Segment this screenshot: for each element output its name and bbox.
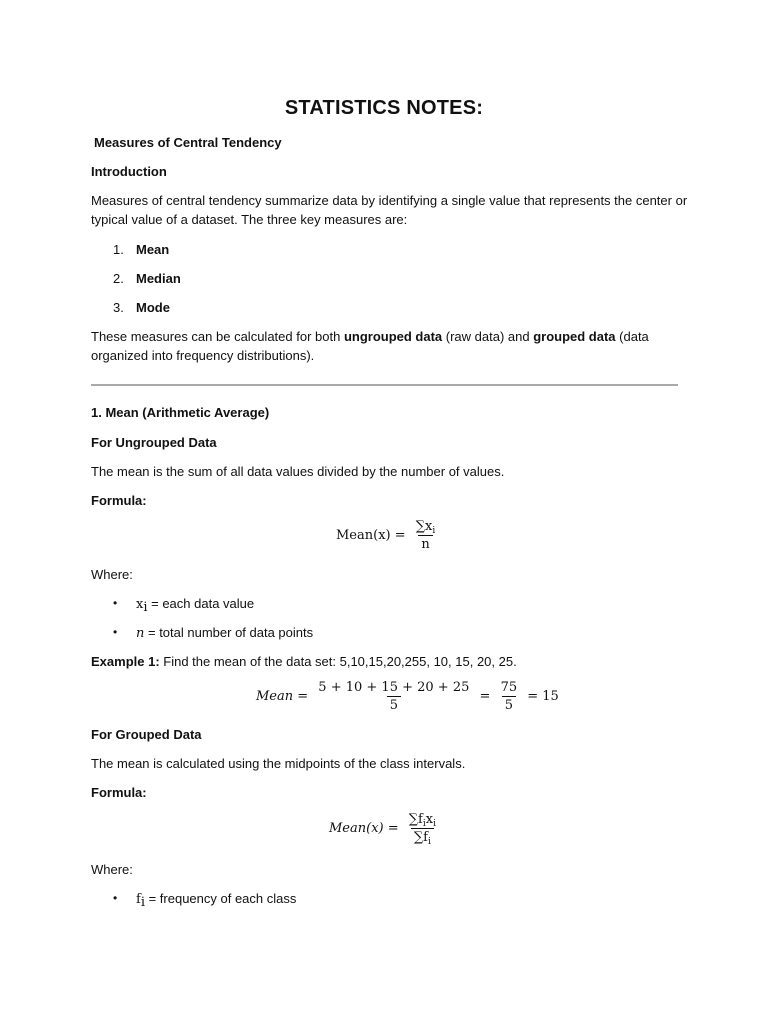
- fraction-numerator: 75: [500, 680, 518, 695]
- page-title: STATISTICS NOTES:: [284, 97, 484, 119]
- ungrouped-heading: For Ungrouped Data: [91, 435, 217, 450]
- fraction-denominator: n: [418, 535, 432, 553]
- bold-term: ungrouped data: [343, 329, 443, 344]
- bullet-icon: •: [113, 625, 118, 639]
- where-label: Where:: [91, 567, 133, 582]
- formula-lhs: Mean(x) =: [336, 528, 406, 543]
- bullet-item: $x_i$ = each data value: [136, 596, 255, 615]
- formula-fraction: [413, 518, 439, 553]
- fraction-numerator: $\sum x_i$: [415, 519, 436, 536]
- grouped-description: The mean is calculated using the midpoints of the class intervals.: [91, 756, 466, 771]
- text-run: (raw data) and: [442, 329, 534, 344]
- list-number: 1.: [113, 242, 124, 257]
- fraction-numerator: $\sum f_ix_i$: [408, 812, 436, 829]
- bullet-icon: •: [113, 596, 118, 610]
- example-text: Find the mean of the data set: 5,10,15,20,255, 10, 15, 20, 25.: [159, 654, 517, 669]
- bullet-item: n = total number of data points: [136, 625, 314, 641]
- example-label: Example 1:: [91, 654, 160, 669]
- list-number: 2.: [113, 271, 124, 286]
- list-item-mode: Mode: [136, 300, 170, 315]
- example-formula: [256, 679, 559, 714]
- mean-heading: 1. Mean (Arithmetic Average): [91, 405, 270, 420]
- where-label: Where:: [91, 862, 133, 877]
- formula-lhs: Mean(x) =: [329, 821, 399, 836]
- formula-label: Formula:: [91, 785, 147, 800]
- formula-lhs: Mean =: [256, 689, 309, 704]
- ungrouped-description: The mean is the sum of all data values divided by the number of values.: [91, 464, 505, 479]
- intro-paragraph: Measures of central tendency summarize data by identifying a single value that represents the center or typical value of a dataset. The three key measures are:: [91, 193, 688, 227]
- bullet-item: $f_i$ = frequency of each class: [136, 891, 297, 910]
- bold-term: grouped data: [533, 329, 616, 344]
- fraction-denominator: 5: [502, 696, 516, 714]
- list-item-median: Median: [136, 271, 181, 286]
- grouped-heading: For Grouped Data: [91, 727, 202, 742]
- example-line: [91, 652, 517, 671]
- ungrouped-mean-formula: [336, 518, 441, 553]
- section-divider: [91, 384, 678, 386]
- fraction-numerator: 5 + 10 + 15 + 20 + 25: [318, 680, 470, 695]
- formula-result: = 15: [527, 689, 559, 704]
- text-run: (data organized into frequency distributions).: [91, 329, 649, 363]
- formula-fraction: [498, 679, 521, 714]
- bullet-icon: •: [113, 891, 118, 905]
- section-subtitle: Measures of Central Tendency: [94, 135, 282, 150]
- formula-label: Formula:: [91, 493, 147, 508]
- list-item-mean: Mean: [136, 242, 170, 257]
- formula-fraction: [406, 811, 439, 846]
- equals-sign: =: [479, 689, 491, 704]
- grouped-mean-formula: [329, 811, 442, 846]
- grouped-ungrouped-paragraph: [91, 327, 691, 365]
- fraction-denominator: $\sum f_i$: [411, 828, 434, 846]
- fraction-denominator: 5: [387, 696, 401, 714]
- list-number: 3.: [113, 300, 124, 315]
- intro-heading: Introduction: [91, 164, 167, 179]
- formula-fraction: [315, 679, 472, 714]
- text-run: These measures can be calculated for both: [91, 329, 344, 344]
